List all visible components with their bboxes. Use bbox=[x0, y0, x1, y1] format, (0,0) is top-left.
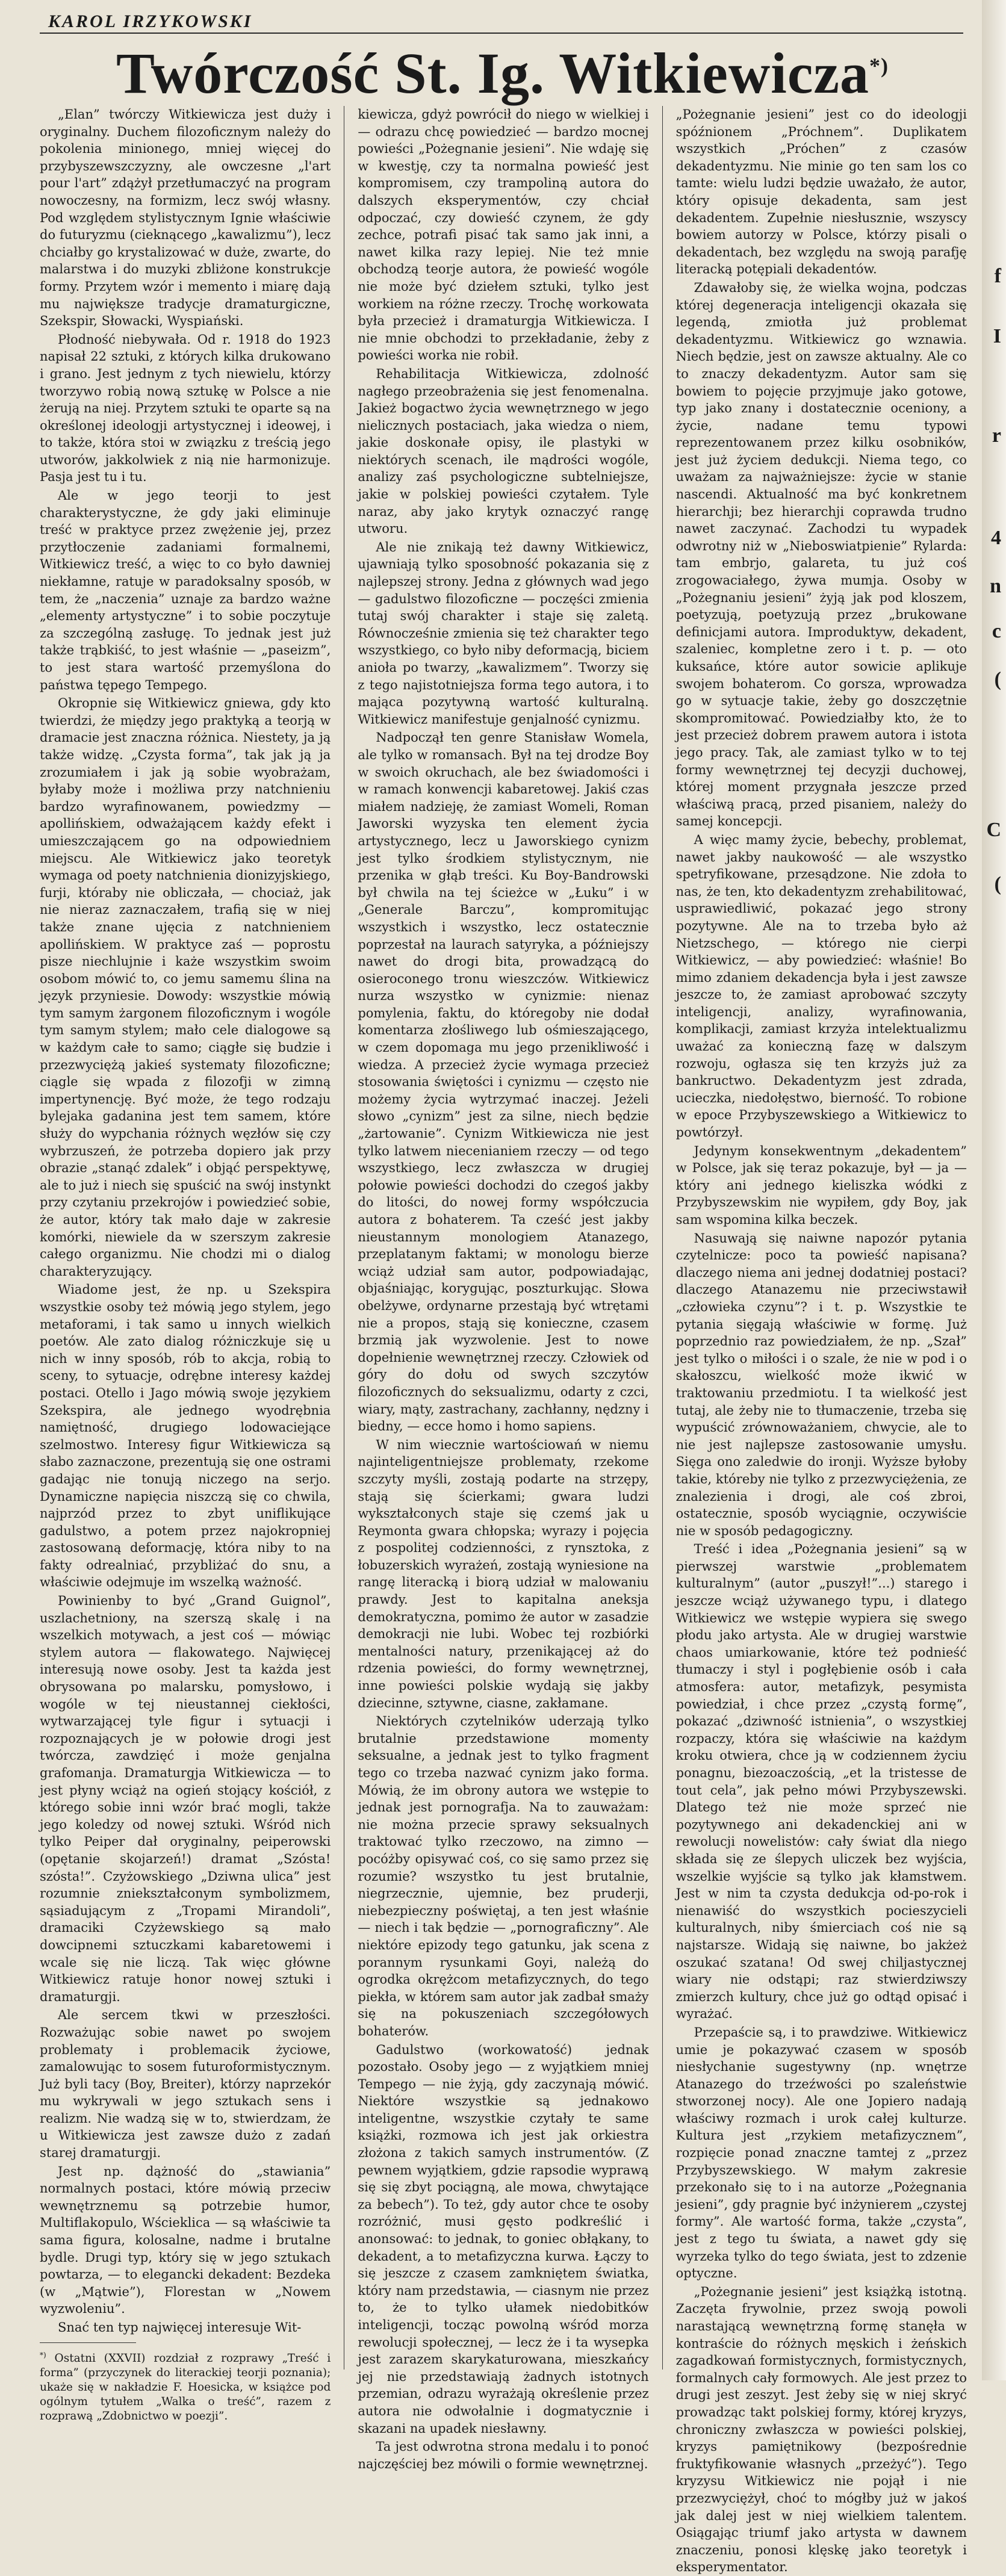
column-divider bbox=[662, 106, 663, 2370]
paragraph: Przepaście są, i to prawdziwe. Witkiewicz umie je pokazywać czasem w sposób niesłychanie sugestywny (np. wnętrze Atanazego do trzeźwości po szaleństwie stworzonej nocy). Ale one Jopiero nadają właściwy rozmach i urok całej kulturze. Kultura jest „rzykiem metafizycznem”, rozpięcie ponad znaczne tamtej z „przez Przybyszewskiego. W małym zakresie przekonało się to i na autorze „Pożegnania jesieni”, gdy pragnie być inżynierem „czystej formy”. Ale wartość forma, także „czysta”, jest z tego tu świata, a nawet gdy się wyrzeka tylko do tego świata, jest to zdzenie optyczne. bbox=[675, 2025, 967, 2281]
edge-fragment-char: C bbox=[986, 819, 1001, 841]
paragraph: W nim wiecznie wartościowań w niemu najinteligentniejsze problematy, rzekome szczyty myśli, zostają podarte na strzępy, stają się ścierkami; gwara ludzi wykształconych staje się czemś jak u Reymonta gwara chłopska; wyrazy i pojęcia z pospolitej codzienności, z rynsztoka, z łobuzerskich wyrażeń, zostają wyniesione na rangę literacką i biorą udział w malowaniu prawdy. Jest to kapitalna aneksja demokratyczna, pomimo że autor w zasadzie demokracji nie lubi. Wobec tej rozbiórki mentalności natury, przenikającej aż do rdzenia powieści, do formy wewnętrznej, inne powieści polskie wydają się jakby dziecinne, sztywne, ciasne, zakłamane. bbox=[358, 1437, 649, 1710]
edge-fragment-char: f bbox=[994, 265, 1001, 287]
paragraph: „Pożegnanie jesieni” jest książką istotną. Zaczęta frywolnie, przez swoją powoli narastającą wewnętrzną formę stanęła w kontraście do różnych męskich i żeńskich zagadkowań formistycznych, formistycznych, formalnych cały formowych. Ale jest przez to drugi jest zeszyt. Jest żeby się w niej skryć prowadząc takt polskiej formy, której kryzys, chroniczny zwłaszcza w powieści polskiej, kryzys pamiętnikowy (bezpośrednie fruktyfikowanie własnych „przeżyć”). Tego kryzysu Witkiewicz nie pojął i nie przezwyciężył, choć to mógłby już w jakoś jak dalej jest w niej wielkiem talentem. Osiągając triumf jako artysta w dawnem znaczeniu, ponosi klęskę jako teoretyk i eksperymentator. bbox=[675, 2284, 967, 2575]
footnote-rule bbox=[40, 2342, 136, 2343]
footnote-text: Ostatni (XXVII) rozdział z rozprawy „Treść i forma” (przyczynek do literackiej teorji poznania); ukaże się w nakładzie F. Hoesicka, w książce pod ogólnym tytułem „Walka o treść”, razem z rozprawą „Zdobnictwo w poezji”. bbox=[40, 2351, 331, 2422]
paragraph: Powinienby to być „Grand Guignol”, uszlachetniony, na szerszą skalę i na wszelkich motywach, a jest coś — mówiąc stylem autora — flakowatego. Najwięcej interesują nowe osoby. Jest ta każda jest obrysowana po malarsku, pomysłowo, i wogóle w tej nieustannej ciekłości, wytwarzającej tyle figur i sytuacji i rozpoznających je w połowie drogi jest twórcza, zawdzięć i może genjalna grafomanja. Dramaturgja Witkiewicza — to jest płyny wciąż na ogień stojący kościół, z którego sobie inni wzór brać mogli, także jego koledzy od nowej sztuki. Wśród nich tylko Peiper dał oryginalny, peiperowski (opętanie skojarzeń!) dramat „Szósta! szósta!”. Czyżowskiego „Dziwna ulica” jest rozumnie zniekształconym symbolizmem, sąsiadującym z „Tropami Mirandoli”, dramaciki Czyżewskiego są mało dowcipnemi sztuczkami kabaretowemi i wcale się nie liczą. Tak więc główne Witkiewicz ratuje honor nowej sztuki i dramaturgji. bbox=[40, 1594, 331, 2004]
paragraph: Wiadome jest, że np. u Szekspira wszystkie osoby też mówią jego stylem, jego metaforami, i tak samo u innych wielkich poetów. Ale zato dialog różniczkuje się u nich w inny sposób, rób to akcja, robią to sceny, to sytuacje, odrębne interesy każdej postaci. Otello i Jago mówią swoje językiem Szekspira, ale jednego wyodrębnia namiętność, drugiego lodowaciejące szelmostwo. Interesy figur Witkiewicza są słabo zaznaczone, prezentują się one ostrami gadając nie tonują niczego na serjo. Dynamiczne napięcia niszczą się co chwila, najprzód przez to zbyt uniflikujące gadulstwo, a potem przez najokropniej zastosowaną deformację, która niby to na fakty odrealniać, przybliżać do snu, a właściwie odejmuje im wszelką ważność. bbox=[40, 1282, 331, 1590]
edge-fragment-char: r bbox=[992, 424, 1001, 447]
article-title bbox=[116, 41, 889, 105]
text-column-2 bbox=[358, 106, 649, 2471]
paragraph: A więc mamy życie, bebechy, problemat, nawet jakby naukowość — ale wszystko spetryfikowane, przesądzone. Nie zdoła to nas, że ten, kto dekadentyzm zrehabilitować, usprawiedliwić, pokazać jego strony pozytywne. Ale na to trzeba było aż Nietzschego, — którego nie cierpi Witkiewicz, — aby powiedzieć: właśnie! Bo mimo zdaniem dekadencja była i jest zawsze jeszcze to, że zamiast aprobować szczyty inteligencji, analizy, wyrafinowania, komplikacji, zamiast krzyża intelektualizmu uważać za konieczną fazę w dalszym rozwoju, ogłasza się ten krzyżs już za bankructwo. Dekadentyzm jest zdrada, ucieczka, niedołęstwo, bierność. To robione w epoce Przybyszewskiego a Witkiewicz to powtórzył. bbox=[675, 832, 967, 1140]
footnote bbox=[40, 2348, 331, 2424]
paragraph: Ale nie znikają też dawny Witkiewicz, ujawniają tylko sposobność pokazania się z najlepszej strony. Jedna z głównych wad jego — gadulstwo filozoficzne — poczęści zmienia tutaj swój charakter i staje się zaletą. Równocześnie zmienia się też charakter tego wszystkiego, co było niby deformacją, biciem anioła po twarzy, „kawalizmem”. Tworzy się z tego najistotniejsza forma tego autora, i to mająca pozytywną wartość kulturalną. Witkiewicz manifestuje genjalność cynizmu. bbox=[358, 539, 649, 727]
paragraph: Treść i idea „Pożegnania jesieni” są w pierwszej warstwie „problematem kulturalnym” (autor „puszył!”...) starego i jeszcze wciąż używanego typu, i dlatego Witkiewicz we wstępie wypiera się swego płodu jako artysta. Ale w drugiej warstwie chaos umiarkowanie, które też podnieść tłumaczy i styl i pogłębienie osób i cała atmosfera: autor, metafizyk, pesymista powiedział, i chce przez „czystą formę”, pokazać „dziwność istnienia”, o wszystkiej rozpaczy, która się właściwie na każdym kroku otwiera, chce ją w codziennem życiu ponagnu, biezoaczością, „et la tristesse de tout cela”, jak pełno mówi Przybyszewski. Dlatego też nie może sprzeć nie pozytywnego ani dekadenckiej ani w rewolucji nowelistów: cały świat dla niego składa się ze ślepych uliczek bez wyjścia, wszelkie wyjście są tylko jak kłamstwem. Jest w nim ta czysta dedukcja od-po-rok i nienawiść do wszystkich pocieszycieli kulturalnych, niby śmierciach coś nie są najstarsze. Widają się naiwne, bo jakżeż oszukać szatana! Od swej chiljastycznej wiary nie odstąpi; raz stwierdziwszy zmierzch kultury, chce już go odtąd opisać i wyrażać. bbox=[675, 1542, 967, 2022]
paragraph: Rehabilitacja Witkiewicza, zdolność nagłego przeobrażenia się jest fenomenalna. Jakież bogactwo życia wewnętrznego w jego nielicznych postaciach, jaka wiedza o niem, jakie doskonałe opisy, ile plastyki w niektórych scenach, ile mądrości wogóle, analizy zaś psychologiczne subtelniejsze, jakie w polskiej powieści czytałem. Tyle naraz, aby jako krytyk oznaczyć rangę utworu. bbox=[358, 366, 649, 536]
article-title-text: Twórczość St. Ig. Witkiewicza bbox=[116, 41, 870, 105]
paragraph: Zdawałoby się, że wielka wojna, podczas której degeneracja inteligencji okazała się legendą, zmiotła już problemat dekadentyzmu. Witkiewicz go wznawia. Niech będzie, jest on zawsze aktualny. Ale co to znaczy dekadentyzm. Autor sam się bowiem to pojęcie przyjmuje jako gotowe, typ jako znany i dostatecznie oceniony, a życie, nadane temu typowi reprezentowanem przez kilku osobników, jest już życiem dedukcji. Niema tego, co uważam za najważniejsze: życie w stanie nascendi. Aktualność ma być konkretnem hierarchji; bez hierarchji coprawda trudno nawet zaczynać. Zachodzi tu wypadek odwrotny niż w „Nieboswiatpienie” Rylarda: tam embrjo, galareta, tu już coś zrogowaciałego, żywa mumja. Osoby w „Pożegnaniu jesieni” żyją jak pod kloszem, poetyzują, poetyzują przez „brukowane definicjami autora. Improduktyw, dekadent, szaleniec, kompletne zero i t. p. — oto kuksańce, które autor sowicie aplikuje swojem bohaterom. Co gorsza, wprowadza go w sytuacje takie, żeby go doszczętnie skompromitować. Powiedziałby kto, że to jest przecież dobrem prawem autora i istota jego pracy. Tak, ale zamiast tylko w to tej formy wewnętrznej tej decyzji duchowej, której moment przygnała jeszcze przed właściwą pracą, przed pisaniem, należy do samej koncepcji. bbox=[675, 280, 967, 829]
text-column-3 bbox=[675, 106, 967, 2575]
edge-fragment-char: I bbox=[993, 325, 1001, 347]
paragraph: Okropnie się Witkiewicz gniewa, gdy kto twierdzi, że między jego praktyką a teorją w dramacie jest znaczna różnica. Niestety, ja ją także widzę. „Czysta forma”, tak jak ją ja zrozumiałem i jak ją sobie wyobrażam, byłaby może i możliwa przy natchnieniu bardzo wyrafinowanem, powiedzmy — apollińskiem, odważającem każdy efekt i umieszczającem go na odpowiedniem miejscu. Ale Witkiewicz jako teoretyk wymaga od poety natchnienia dionizyjskiego, furji, któraby nie obliczała, — chociaż, jak nie nieraz zaznaczałem, trafią się w niej także znane ujęcia z natchnieniem apollińskiem. W praktyce zaś — poprostu pisze niechlujnie i każe wszystkim swoim osobom mówić to, co jemu samemu ślina na język przyniesie. Dowody: wszystkie mówią tym samym żargonem filozoficznym i wogóle tym samym stylem; mało cele dialogowe są w każdym całe to samo; ciągłe się budzie i przezwyciężą jakieś systematy filozoficzne; ciągle się wpada z filozofji w zimną impertynencję. Być może, że tego rodzaju bylejaka gadanina jest tem samem, które służy do wypchania różnych węzłów się czy wybrzuszeń, że potrzeba dopiero jak przy obrazie „stanąć zdalek” i objąć perspektywę, ale to już i niech się spuścić na swój instynkt przy czytaniu przekrojów i powiedzieć sobie, że autor, który tak mało daje w zakresie komórki, niewiele da w szerszym zakresie całego organizmu. Nie chodzi mi o dialog charakteryzujący. bbox=[40, 696, 331, 1279]
title-row bbox=[40, 37, 965, 110]
paragraph: Niektórych czytelników uderzają tylko brutalnie przedstawione momenty seksualne, a jednak jest to tylko fragment tego co trzeba nazwać cynizm jako forma. Mówią, że im obrony autora we wstępie to jednak jest pornografja. Na to zauważam: nie można przecie sprawy seksualnych traktować tylko rzeczowo, na zimno — pocóżby opisywać coś, co się samo przez się rozumie? wszystko tu jest brutalnie, niegrzecznie, ujemnie, bez pruderji, niebezpieczny poświętaj, a ten jest właśnie — niech i tak będzie — „pornograficzny”. Ale niektóre epizody tego gatunku, jak scena z porannym rysunkami Goyi, należą do ogrodka okrężcom metafizycznych, do tego piekła, w którem sam autor jak zadbał smaży się na pokuszeniach szczegółowych bohaterów. bbox=[358, 1714, 649, 2038]
paragraph: Nasuwają się naiwne napozór pytania czytelnicze: poco ta powieść napisana? dlaczego niema ani jednej dodatniej postaci? dlaczego Atanazemu nie przeciwstawił „człowieka czynu”? i t. p. Wszystkie te pytania sięgają właściwie w formę. Już poprzednio raz powiedziałem, że np. „Szał” jest tylko o miłości i o szale, że nie w pod i o skałoszcu, wielkość może ikwić w traktowaniu przedmiotu. I ta wielkość jest tutaj, ale żeby nie to tłumaczenie, trzeba się wypuścić zrównoważaniem, chwycie, ale to nie jest najlepsze zastosowanie umysłu. Sięga ono zaledwie do ironji. Wyższe byłoby takie, któreby nie tylko z przezwyciężenia, ze znalezienia i drogi, ale coś zbroi, ostatecznie, sposób wyciągnie, oczywiście nie w sposób pedagogiczny. bbox=[675, 1231, 967, 1538]
edge-fragment-char: c bbox=[992, 620, 1001, 642]
paragraph: Ale sercem tkwi w przeszłości. Rozważując sobie nawet po swojem problematy i problemacik życiowe, zamalowując to sosem futuroformistycznym. Już byli tacy (Boy, Breiter), którzy naprzekór mu wykrywali w jego sztukach sens i realizm. Nie wadzą się w to, stwierdzam, że u Witkiewicza jest zawsze dużo z zadań starej dramaturgji. bbox=[40, 2008, 331, 2161]
edge-fragment-char: ( bbox=[994, 873, 1001, 895]
edge-fragment-char: 4 bbox=[991, 527, 1001, 549]
paragraph: Ta jest odwrotna strona medalu i to ponoć najczęściej bez mówili o formie wewnętrznej. bbox=[358, 2439, 649, 2471]
adjacent-page-edge bbox=[982, 0, 1006, 2380]
paragraph: Jest np. dążność do „stawiania” normalnych postaci, które mówią przeciw wewnętrznemu są potrzebie humor, Multiflakopulo, Wścieklica — są właściwie ta sama figura, kolosalne, nadme i brutalne bydle. Drugi typ, który się w jego sztukach powtarza, — to elegancki dekadent: Bezdeka (w „Mątwie”), Florestan w „Nowem wyzwoleniu”. bbox=[40, 2164, 331, 2317]
paragraph: „Elan” twórczy Witkiewicza jest duży i oryginalny. Duchem filozoficznym należy do pokolenia minionego, mniej więcej do przybyszewszczyzny, ale owczesne „l'art pour l'art” zdążył przetłumaczyć na program nowoczesny, na formizm, lecz swój własny. Pod względem stylistycznym Ignie właściwie do futuryzmu (cieknącego „kawalizmu”), lecz chciałby go krystalizować w duże, zwarte, do malarstwa i do muzyki zbliżone konstrukcje formy. Przytem wzór i memento i miarę dają mu największe tradycje dramaturgiczne, Szekspir, Słowacki, Wyspiański. bbox=[40, 107, 331, 329]
edge-fragment-char: n bbox=[990, 575, 1001, 597]
paragraph: kiewicza, gdyż powrócił do niego w wielkiej i — odrazu chcę powiedzieć — bardzo mocnej powieści „Pożegnanie jesieni”. Nie wdaję się w kwestję, czy ta normalna powieść jest kompromisem, czy trampoliną autora do dalszych eksperymentów, czy chciał odpoczać, czy dowieść czynem, że gdy zechce, potrafi pisać tak samo jak inni, a nawet kilka razy lepiej. Nie też mnie obchodzą teorje autora, że powieść wogóle nie może być dziełem sztuki, tylko jest workiem na różne rzeczy. Trochę workowata była przecież i dramaturgja Witkiewicza. I nie mnie obchodzi to przekładanie, żeby z powieści worka nie robił. bbox=[358, 107, 649, 363]
article-columns bbox=[40, 106, 967, 2575]
footnote-mark: *) bbox=[40, 2350, 46, 2359]
edge-fragment-char: ( bbox=[994, 668, 1001, 691]
paragraph: Ale w jego teorji to jest charakterystyczne, że gdy jaki eliminuje treść w praktyce przez zwężenie jej, przez przytłoczenie zadaniami formalnemi, Witkiewicz treść, a więc to co było dawniej niekłamne, ratuje w paradoksalny sposób, w tem, że „naczenia” uznaje za bardzo ważne „elementy artystyczne” i to sobie poczytuje za szczególną zasługę. To jednak jest już także trąbkiść, to jest właśnie — „paseizm”, to jest stara wartość przemyślona do państwa tępego Tempego. bbox=[40, 488, 331, 692]
paragraph: Płodność niebywała. Od r. 1918 do 1923 napisał 22 sztuki, z których kilka drukowano i grano. Jest jednym z tych niewielu, którzy tworzywo robią nową sztukę w Polsce a nie żerują na niej. Przytem sztuki te oparte są na określonej ideologji artystycznej i ideowej, i to także, która stoi w związku z treścią jego utworów, jakkolwiek z nią nie harmonizuje. Pasja jest tu i tu. bbox=[40, 332, 331, 485]
paragraph: „Pożegnanie jesieni” jest co do ideologji spóźnionem „Próchnem”. Duplikatem wszystkich „Próchen” z czasów dekadentyzmu. Nie minie go ten sam los co tamte: wielu ludzi będzie uważało, że autor, który opisuje dekadenta, sam jest dekadentem. Zupełnie niesłusznie, wszyscy bowiem autorzy w Polsce, którzy pisali o dekadentach, bez względu na swoją parafję literacką potępiali dekadentów. bbox=[675, 107, 967, 277]
paragraph: Snać ten typ najwięcej interesuje Wit- bbox=[58, 2320, 302, 2335]
paragraph: Nadpoczął ten genre Stanisław Womela, ale tylko w romansach. Był na tej drodze Boy w swoich okruchach, ale bez świadomości i w ramach konwencji kabaretowej. Jakiś czas miałem nadzieję, że zamiast Womeli, Roman Jaworski wyzyska ten element życia artystycznego, lecz u Jaworskiego cynizm jest tylko środkiem stylistycznym, nie przenika w głąb treści. Ku Boy-Bandrowski był chwila na tej ścieżce w „Łuku” i w „Generale Barczu”, kompromitując wszystkich i wszystko, lecz ostatecznie poprzestał na laurach satyryka, a późniejszy nawet do drogi bita, prowadzącą do osieroconego tronu wieszczów. Witkiewicz nurza wszystko w cynizmie: nienaz pomylenia, faktu, do któregoby nie dodał komentarza złośliwego lub ośmieszającego, w czem dopomaga mu jego przenikliwość i wiedza. A przecież życie wymaga przecież stosowania świętości i cynizmu — często nie możemy życia wytrzymać inaczej. Jeżeli słowo „cynizm” jest za silne, niech będzie „żartowanie”. Cynizm Witkiewicza nie jest tylko latwem niecenianiem rzeczy — od tego wszystkiego, lecz zwłaszcza w drugiej połowie powieści dochodzi do czegoś jakby do litości, do nowej formy współczucia autora z bohaterem. Ta cześć jest jakby nieustannym monologiem Atanazego, przeplatanym faktami; w monologu bierze wciąż udział sam autor, podpowiadając, objaśniając, korygując, poszturkując. Słowa obelżywe, ordynarne przestają być wtrętami nie a propos, stają się konieczne, czasem brzmią jak wyzwolenie. Jest to nowe dopełnienie wewnętrznej rzeczy. Człowiek od góry do dołu od swych szczytów filozoficznych do seksualizmu, odarty z czci, wiary, mąty, zastrachany, zachłanny, nędzny i biedny, — ecce homo i homo sapiens. bbox=[358, 730, 649, 1434]
paragraph: Jedynym konsekwentnym „dekadentem” w Polsce, jak się teraz pokazuje, był — ja — który ani jednego kieliszka wódki z Przybyszewskim nie wypiłem, gdy Boy, jak sam wspomina kilka beczek. bbox=[675, 1143, 967, 1227]
author-byline: KAROL IRZYKOWSKI bbox=[40, 11, 963, 34]
paragraph: Gadulstwo (workowatość) jednak pozostało. Osoby jego — z wyjątkiem mniej Tempego — nie żyją, gdy zaczynają mówić. Niektóre wszystkie są jednakowo inteligentne, wszystkie czytały te same książki, rozmowa ich jest jak orkiestra złożona z takich samych instrumentów. (Z pewnem wyjątkiem, gdzie rapsodie wyprawą się się zbyt pociągną, ale mowa, chwytające za bebech”). To też, gdy autor chce te osoby rozróżnić, musi gęsto podkreślić i anonsować: to jednak, to goniec obłąkany, to dekadent, a to metafizyczna kurwa. Łączy to się jeszcze z czasem zamkniętem światka, który nam przedstawia, — ciasnym nie przez to, że to tylko ułamek niedobitków inteligencji, tocząc powolną wśród morza rewolucji społecznej, — lecz że i ta wysepka jest zarazem skarykaturowana, mieszkańcy jej nie przedstawiają żadnych istotnych przemian, odrazu wyrażają określenie przez autora nie odwołalnie i dogmatycznie i skazani na upadek niesławny. bbox=[358, 2042, 649, 2436]
title-footnote-mark: *) bbox=[869, 54, 889, 78]
text-column-1 bbox=[40, 106, 331, 2422]
